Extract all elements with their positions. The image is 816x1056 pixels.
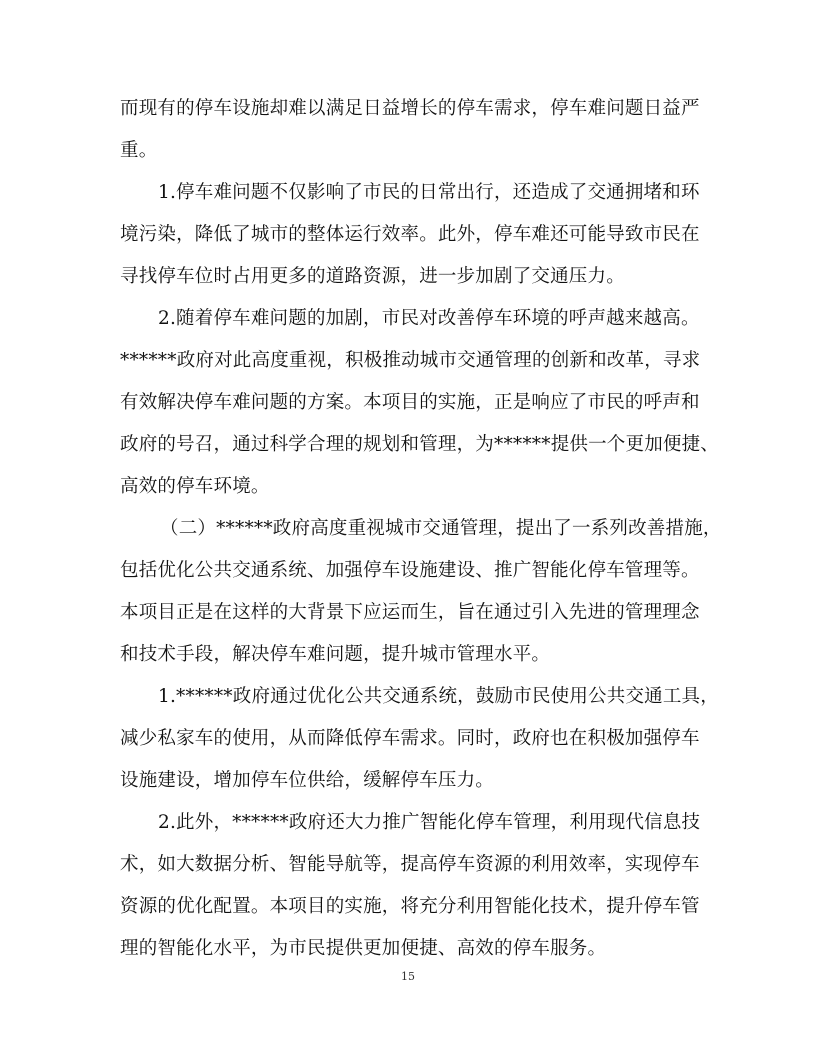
text-line: 2.此外，******政府还大力推广智能化停车管理，利用现代信息技 [158, 812, 701, 833]
text-line: 术，如大数据分析、智能导航等，提高停车资源的利用效率，实现停车 [120, 854, 700, 875]
text-line: 而现有的停车设施却难以满足日益增长的停车需求，停车难问题日益严 [120, 98, 700, 119]
text-line: 设施建设，增加停车位供给，缓解停车压力。 [120, 770, 495, 791]
text-line: 2.随着停车难问题的加剧，市民对改善停车环境的呼声越来越高。 [158, 308, 700, 329]
text-line: 包括优化公共交通系统、加强停车设施建设、推广智能化停车管理等。 [120, 560, 700, 581]
text-line: 有效解决停车难问题的方案。本项目的实施，正是响应了市民的呼声和 [120, 392, 700, 413]
text-line: 寻找停车位时占用更多的道路资源，进一步加剧了交通压力。 [120, 266, 625, 287]
text-line: 境污染，降低了城市的整体运行效率。此外，停车难还可能导致市民在 [120, 224, 700, 245]
text-line: 资源的优化配置。本项目的实施，将充分利用智能化技术，提升停车管 [120, 896, 700, 917]
text-line: 高效的停车环境。 [120, 476, 270, 497]
page-number: 15 [401, 970, 415, 983]
text-line: （二）******政府高度重视城市交通管理，提出了一系列改善措施， [160, 518, 722, 539]
text-line: 政府的号召，通过科学合理的规划和管理，为******提供一个更加便捷、 [120, 434, 720, 455]
text-line: 减少私家车的使用，从而降低停车需求。同时，政府也在积极加强停车 [120, 728, 700, 749]
text-line: 理的智能化水平，为市民提供更加便捷、高效的停车服务。 [120, 938, 607, 959]
text-line: 1.******政府通过优化公共交通系统，鼓励市民使用公共交通工具， [158, 686, 719, 707]
text-line: 和技术手段，解决停车难问题，提升城市管理水平。 [120, 644, 551, 665]
text-line: 重。 [120, 140, 158, 161]
text-line: 1.停车难问题不仅影响了市民的日常出行，还造成了交通拥堵和环 [158, 182, 700, 203]
text-line: 本项目正是在这样的大背景下应运而生，旨在通过引入先进的管理理念 [120, 602, 700, 623]
text-line: ******政府对此高度重视，积极推动城市交通管理的创新和改革，寻求 [120, 350, 701, 371]
